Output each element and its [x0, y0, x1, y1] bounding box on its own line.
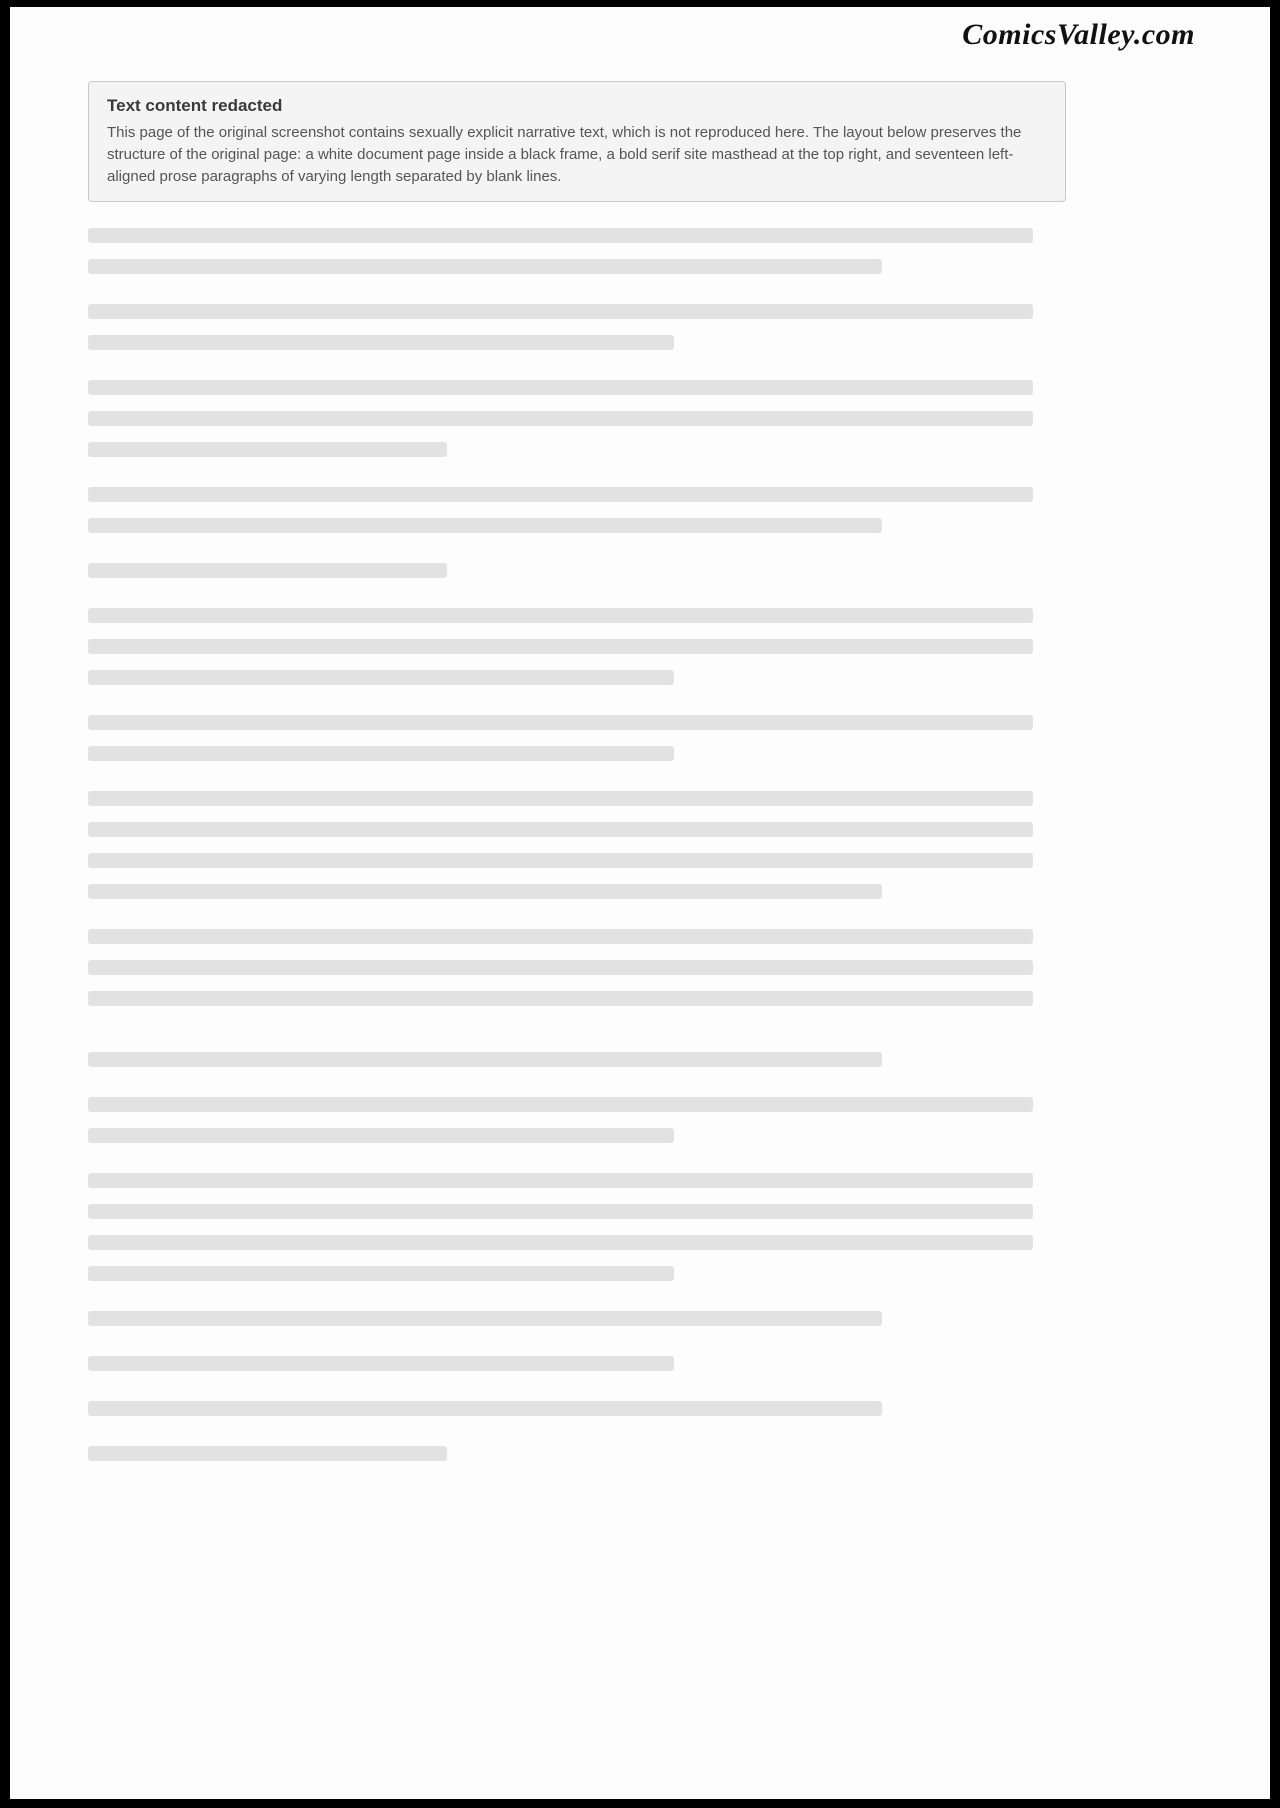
redacted-text-line: [88, 639, 1033, 654]
redacted-paragraph: [88, 487, 1033, 533]
redacted-text-line: [88, 1128, 674, 1143]
redacted-text-line: [88, 1401, 882, 1416]
redacted-text-line: [88, 1173, 1033, 1188]
redacted-text-line: [88, 563, 447, 578]
redacted-paragraph: [88, 715, 1033, 761]
redacted-text-line: [88, 1356, 674, 1371]
redacted-text-line: [88, 304, 1033, 319]
redacted-text-line: [88, 335, 674, 350]
redacted-text-line: [88, 670, 674, 685]
redacted-paragraph: [88, 929, 1033, 1006]
redaction-notice: [88, 81, 1066, 202]
redacted-paragraph: [88, 608, 1033, 685]
redacted-paragraph: [88, 380, 1033, 457]
redacted-text-line: [88, 1235, 1033, 1250]
redacted-text-line: [88, 822, 1033, 837]
redacted-paragraph: [88, 1311, 1033, 1326]
redaction-notice-body: This page of the original screenshot contains sexually explicit narrative text, which is not reproduced here. The layout below preserves the structure of the original page: a white document page inside a black frame, a bold serif site masthead at the top right, and seventeen left-aligned prose paragraphs of varying length separated by blank lines.: [107, 124, 1022, 185]
redacted-text-line: [88, 1097, 1033, 1112]
redacted-paragraph: [88, 791, 1033, 899]
redacted-text-line: [88, 929, 1033, 944]
redacted-text-line: [88, 960, 1033, 975]
redacted-paragraph: [88, 563, 1033, 578]
site-masthead: ComicsValley.com: [962, 18, 1195, 51]
redacted-text-line: [88, 228, 1033, 243]
redacted-paragraph: [88, 1097, 1033, 1143]
redacted-text-line: [88, 746, 674, 761]
redacted-paragraph: [88, 228, 1033, 274]
story-body: [88, 228, 1033, 1461]
redacted-text-line: [88, 411, 1033, 426]
redacted-text-line: [88, 487, 1033, 502]
redacted-text-line: [88, 1052, 882, 1067]
redacted-text-line: [88, 608, 1033, 623]
redacted-text-line: [88, 715, 1033, 730]
redacted-paragraph: [88, 1446, 1033, 1461]
redacted-text-line: [88, 1446, 447, 1461]
redacted-paragraph: [88, 1173, 1033, 1281]
redacted-text-line: [88, 259, 882, 274]
redacted-paragraph: [88, 304, 1033, 350]
redacted-text-line: [88, 791, 1033, 806]
redacted-text-line: [88, 1204, 1033, 1219]
redacted-text-line: [88, 518, 882, 533]
redacted-text-line: [88, 442, 447, 457]
redaction-notice-title: Text content redacted: [107, 96, 283, 115]
redacted-paragraph: [88, 1401, 1033, 1416]
redacted-text-line: [88, 884, 882, 899]
document-page: [10, 7, 1270, 1799]
redacted-text-line: [88, 853, 1033, 868]
redacted-text-line: [88, 380, 1033, 395]
redacted-text-line: [88, 1266, 674, 1281]
redacted-text-line: [88, 991, 1033, 1006]
redacted-paragraph: [88, 1356, 1033, 1371]
redacted-paragraph: [88, 1052, 1033, 1067]
redacted-text-line: [88, 1311, 882, 1326]
